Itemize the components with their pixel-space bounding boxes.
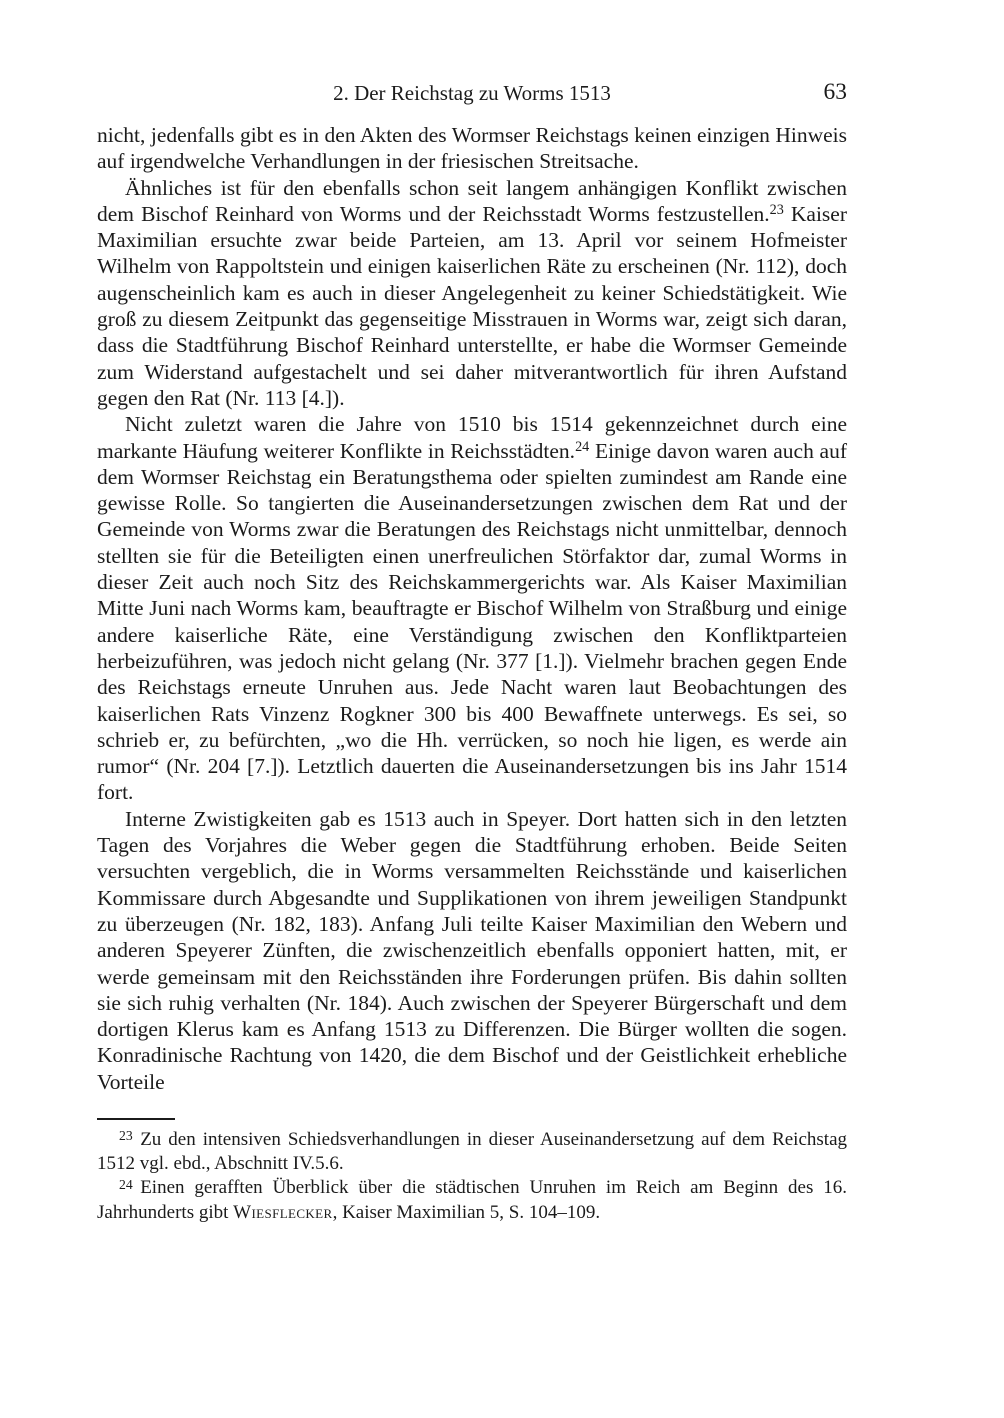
footnote-23: [97, 1128, 847, 1176]
footnote-separator: [97, 1118, 175, 1120]
footnote-24-text-a: Einen gerafften Überblick über die städtischen Unruhen im Reich am Beginn des 16. Jahrhunderts gibt: [97, 1177, 847, 1223]
paragraph-2-text-b: Kaiser Maximilian ersuchte zwar beide Parteien, am 13. April vor seinem Hofmeister Wilhelm von Rappoltstein und einigen kaiserlichen Räte zu erscheinen (Nr. 112), doch augenscheinlich kam es auch in dieser Angelegenheit zu keiner Schiedstätigkeit. Wie groß zu diesem Zeitpunkt das gegenseitige Misstrauen in Worms war, zeigt sich daran, dass die Stadtführung Bischof Reinhard unterstellte, er habe die Wormser Gemeinde zum Widerstand aufgestachelt und sei daher mitverantwortlich für ihren Aufstand gegen den Rat (Nr. 113 [4.]).: [97, 201, 847, 410]
footnote-24: [97, 1176, 847, 1224]
footnote-24-text-b: , Kaiser Maximilian 5, S. 104–109.: [332, 1201, 601, 1223]
running-header: [97, 80, 847, 106]
footnote-ref-24: 24: [575, 438, 590, 455]
body-text: [97, 122, 847, 1095]
page-number: 63: [823, 79, 847, 105]
paragraph-1-text: nicht, jedenfalls gibt es in den Akten des Wormser Reichstags keinen einzigen Hinweis auf irgendwelche Verhandlungen in der friesischen Streitsache.: [97, 123, 847, 174]
footnotes-section: [97, 1118, 847, 1225]
paragraph-2: [97, 175, 847, 412]
paragraph-1: [97, 122, 847, 175]
paragraph-2-text-a: Ähnliches ist für den ebenfalls schon seit langem anhängigen Konflikt zwischen dem Bischof Reinhard von Worms und der Reichsstadt Worms festzustellen.: [97, 175, 847, 226]
paragraph-3-text-b: Einige davon waren auch auf dem Wormser Reichstag ein Beratungsthema oder spielten zumindest am Rande eine gewisse Rolle. So tangierten die Auseinandersetzungen zwischen dem Rat und der Gemeinde von Worms zwar die Beratungen des Reichstags nicht unmittelbar, dennoch stellten sie für die Beteiligten einen unerfreulichen Störfaktor dar, zumal Worms in dieser Zeit auch noch Sitz des Reichskammergerichts war. Als Kaiser Maximilian Mitte Juni nach Worms kam, beauftragte er Bischof Wilhelm von Straßburg und einige andere kaiserliche Räte, eine Verständigung zwischen den Konfliktparteien herbeizuführen, was jedoch nicht gelang (Nr. 377 [1.]). Vielmehr brachen gegen Ende des Reichstags erneute Unruhen aus. Jede Nacht waren laut Beobachtungen des kaiserlichen Rats Vinzenz Rogkner 300 bis 400 Bewaffnete unterwegs. Es sei, so schrieb er, zu befürchten, „wo die Hh. verrücken, so noch hie ligen, es werde ain rumor“ (Nr. 204 [7.]). Letztlich dauerten die Auseinandersetzungen bis ins Jahr 1514 fort.: [97, 438, 847, 805]
running-header-title: 2. Der Reichstag zu Worms 1513: [333, 81, 611, 105]
paragraph-3: [97, 411, 847, 805]
footnote-23-marker: 23: [119, 1128, 133, 1144]
footnote-24-author-smallcaps: Wiesflecker: [233, 1201, 333, 1223]
paragraph-4: [97, 806, 847, 1095]
paragraph-4-text: Interne Zwistigkeiten gab es 1513 auch in Speyer. Dort hatten sich in den letzten Tagen des Vorjahres die Weber gegen die Stadtführung erhoben. Beide Seiten versuchten vergeblich, die in Worms versammelten Reichsstände und kaiserlichen Kommissare durch Abgesandte und Supplikationen von ihrem jeweiligen Standpunkt zu überzeugen (Nr. 182, 183). Anfang Juli teilte Kaiser Maximilian den Webern und anderen Speyerer Zünften, die zwischenzeitlich ebenfalls opponiert hatten, mit, er werde gemeinsam mit den Reichsständen ihre Forderungen prüfen. Bis dahin sollten sie sich ruhig verhalten (Nr. 184). Auch zwischen der Speyerer Bürgerschaft und dem dortigen Klerus kam es Anfang 1513 zu Differenzen. Die Bürger wollten die sogen. Konradinische Rachtung von 1420, die dem Bischof und der Geistlichkeit erhebliche Vorteile: [97, 806, 847, 1094]
text-column: [97, 80, 847, 1225]
footnote-ref-23: 23: [769, 202, 784, 219]
footnote-23-text: Zu den intensiven Schiedsverhandlungen in dieser Auseinandersetzung auf dem Reichstag 1512 vgl. ebd., Abschnitt IV.5.6.: [97, 1128, 847, 1175]
paragraph-3-text-a: Nicht zuletzt waren die Jahre von 1510 bis 1514 gekennzeichnet durch eine markante Häufung weiterer Konflikte in Reichsstädten.: [97, 412, 847, 463]
footnote-24-marker: 24: [119, 1176, 133, 1192]
